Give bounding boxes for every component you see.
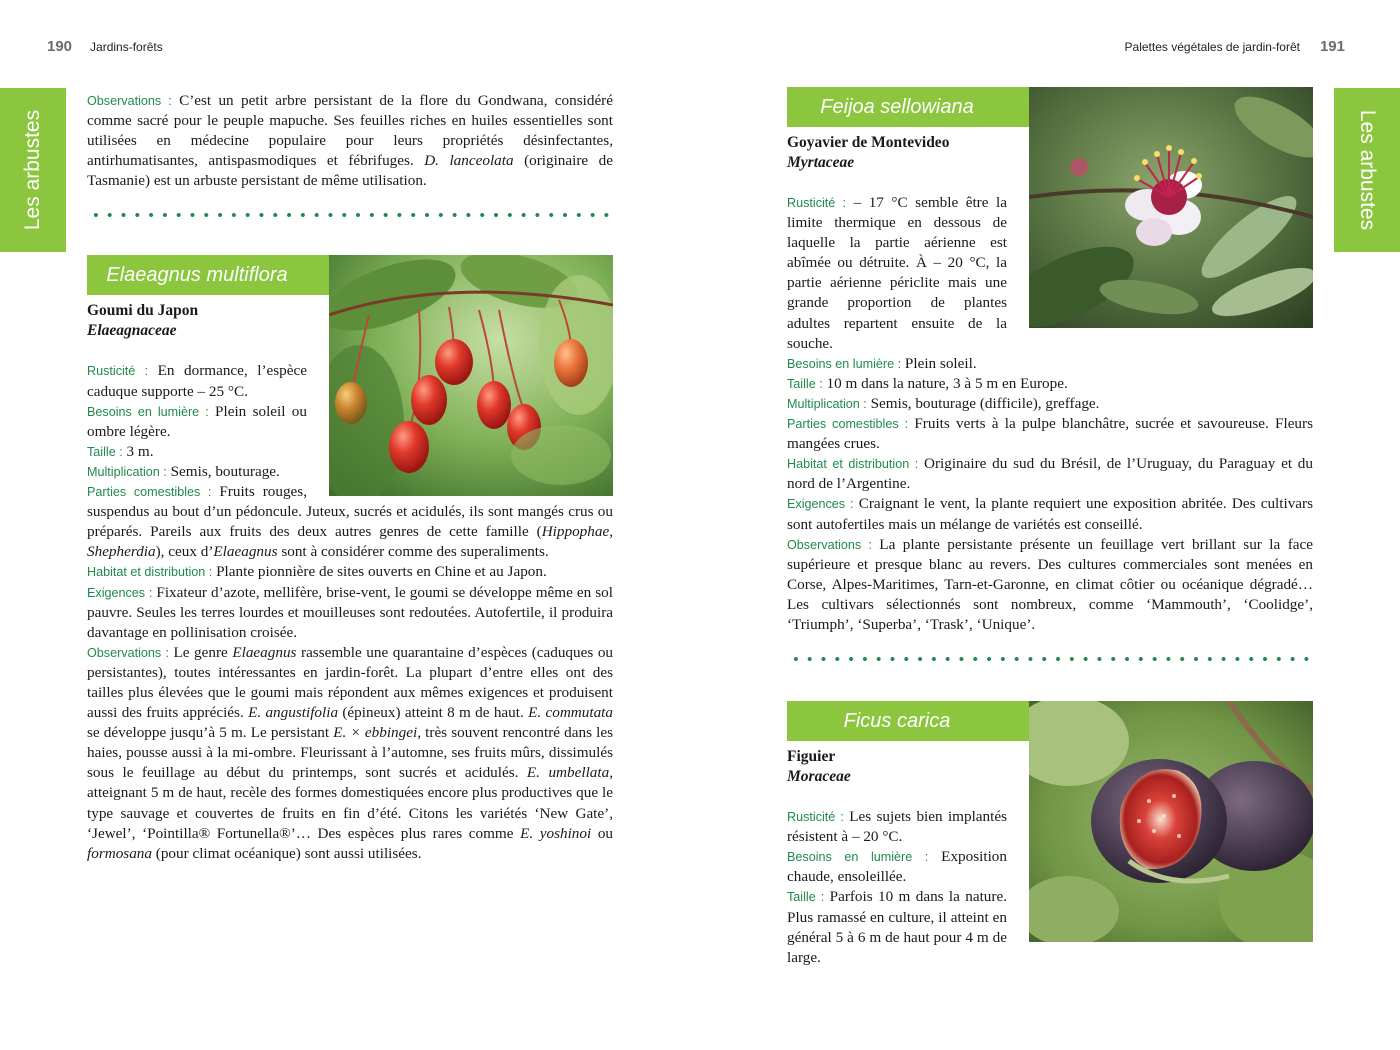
taille-label: Taille : [787,890,825,905]
observations-label: Observations : [787,537,872,552]
left-running-head [47,38,163,55]
observations-label: Observations : [87,94,172,108]
dotted-divider [89,213,613,217]
ficus-title-banner: Ficus carica [787,701,1029,741]
feijoa-description: Rusticité : – 17 °C semble être la limite thermique en dessous de laquelle la partie aérienne est abîmée ou détruite. À – 20 °C, la partie aérienne périclite mais une grande proportion de plantes adultes repartent ensuite de la souche. Besoins en lumière : Plein soleil. Taille : 10 m dans la nature, 3 à 5 m en Europe. Multiplication : Semis, bouturage (difficile), greffage. Parties comestibles : Fruits verts à la pulpe blanchâtre, sucrée et savoureuse. Fleurs mangées crues. Habitat et distribution : Originaire du sud du Brésil, de l’Uruguay, du Paraguay et du nord de l’Argentine. Exigences : Craignant le vent, la plante requiert une exposition abritée. Des cultivars sont autofertiles mais un mélange de variétés est conseillé. Observations : La plante persistante présente un feuillage vert brillant sur la face supérieure et presque blanc au revers. Des cultures commerciales sont menées en Corse, Alpes-Maritimes, Tarn-et-Garonne, en climat côtier ou océanique dégradé… Les cultivars sélectionnés sont nombreux, comme ‘Mammouth’, ‘Coolidge’, ‘Triumph’, ‘Superba’, ‘Trask’, ‘Unique’. [787,194,1313,633]
right-page-number: 191 [1319,38,1345,55]
lumiere-label: Besoins en lumière : [87,404,209,419]
entry-elaeagnus [87,255,613,863]
rusticite-label: Rusticité : [787,810,844,825]
right-section-tab-label: Les arbustes [1356,109,1379,231]
feijoa-title-banner: Feijoa sellowiana [787,87,1029,127]
fig-image [1029,701,1313,942]
left-page-number: 190 [47,38,73,55]
habitat-label: Habitat et distribution : [787,457,919,472]
exigences-label: Exigences : [87,585,153,600]
right-section-tab [1334,88,1400,252]
drimys-observations: Observations : C’est un petit arbre persistant de la flore du Gondwana, considéré comme sacré pour le peuple mapuche. Ses feuilles riches en huiles essentielles sont utilisées en médecine populaire pour leurs propriétés désinfectantes, antirhumatisantes, antispasmodiques et fébrifuges. D. lanceolata (originaire de Tasmanie) est un arbuste persistant de même utilisation. [87,92,613,190]
dotted-divider [789,657,1313,661]
berries-image [329,255,613,496]
rusticite-label: Rusticité : [87,364,149,379]
ficus-family: Moraceae [787,768,851,786]
taille-label: Taille : [787,376,823,391]
fig-fruit-photo [1029,701,1313,942]
multiplication-label: Multiplication : [787,396,867,411]
lumiere-label: Besoins en lumière : [787,356,902,371]
elaeagnus-common-name: Goumi du Japon [87,302,199,320]
exigences-label: Exigences : [787,497,854,512]
ficus-description: Rusticité : Les sujets bien implantés résistent à – 20 °C. Besoins en lumière : Exposition chaude, ensoleillée. Taille : Parfois 10 m dans la nature. Plus ramassé en culture, il atteint en général 5 à 6 m de haut pour 4 m de large. [787,808,1007,966]
elaeagnus-family: Elaeagnaceae [87,322,177,340]
elaeagnus-description: Rusticité : En dormance, l’espèce caduque supporte – 25 °C. Besoins en lumière : Plein soleil ou ombre légère. Taille : 3 m. Multiplication : Semis, bouturage. Parties comestibles : Fruits rouges, suspendus au bout d’un pédoncule. Juteux, sucrés et acidulés, ils sont mangés crus ou préparés. Pareils aux fruits des deux autres genres de cette famille (Hippophae, Shepherdia), ceux d’Elaeagnus sont à considérer comme des superaliments. Habitat et distribution : Plante pionnière de sites ouverts en Chine et au Japon. Exigences : Fixateur d’azote, mellifère, brise-vent, le goumi se développe même en sol pauvre. Seules les terres lourdes et mouilleuses sont redoutées. Autofertile, il produira davantage en pollinisation croisée. Observations : Le genre Elaeagnus rassemble une quarantaine d’espèces (caduques ou persistantes), toutes intéressantes en jardin-forêt. La plupart d’entre elles ont des tailles plus élevées que le goumi mais répondent aux mêmes exigences et produisent aussi des fruits appréciés. E. angustifolia (épineux) atteint 8 m de haut. E. commutata se développe jusqu’à 5 m. Le persistant E. × ebbingei, très souvent rencontré dans les haies, pousse aussi à la mi-ombre. Fleurissant à l’automne, ses fruits mûrs, dissimulés sous le feuillage au début du printemps, sont sucrés et acidulés. E. umbellata, atteignant 5 m de haut, recèle des formes domestiquées encore plus productives que le type sauvage et couvertes de fruits en fin d’été. Citons les variétés ‘New Gate’, ‘Jewel’, ‘Pointilla® Fortunella®’… Des espèces plus rares comme E. yoshinoi ou formosana (pour climat océanique) sont aussi utilisées. [87,362,614,862]
observations-label: Observations : [87,645,169,660]
left-book-title: Jardins-forêts [90,40,163,54]
comestibles-label: Parties comestibles : [87,485,212,500]
elaeagnus-berries-photo [329,255,613,496]
entry-ficus [787,701,1313,968]
right-page-column [787,87,1313,968]
right-running-head [1125,38,1345,55]
feijoa-family: Myrtaceae [787,154,855,171]
lumiere-label: Besoins en lumière : [787,850,929,865]
entry-feijoa [787,87,1313,635]
feijoa-image [1029,87,1313,328]
habitat-label: Habitat et distribution : [87,565,213,580]
taille-label: Taille : [87,444,123,459]
elaeagnus-title-banner: Elaeagnus multiflora [87,255,329,295]
ficus-common-name: Figuier [787,748,836,766]
right-chapter-title: Palettes végétales de jardin-forêt [1124,40,1300,54]
comestibles-label: Parties comestibles : [787,417,909,432]
left-section-tab-label: Les arbustes [21,109,44,231]
left-section-tab [0,88,66,252]
multiplication-label: Multiplication : [87,464,167,479]
feijoa-common-name: Goyavier de Montevideo [787,134,950,151]
left-page-column [87,91,613,864]
rusticite-label: Rusticité : [787,196,847,210]
feijoa-flower-photo [1029,87,1313,328]
